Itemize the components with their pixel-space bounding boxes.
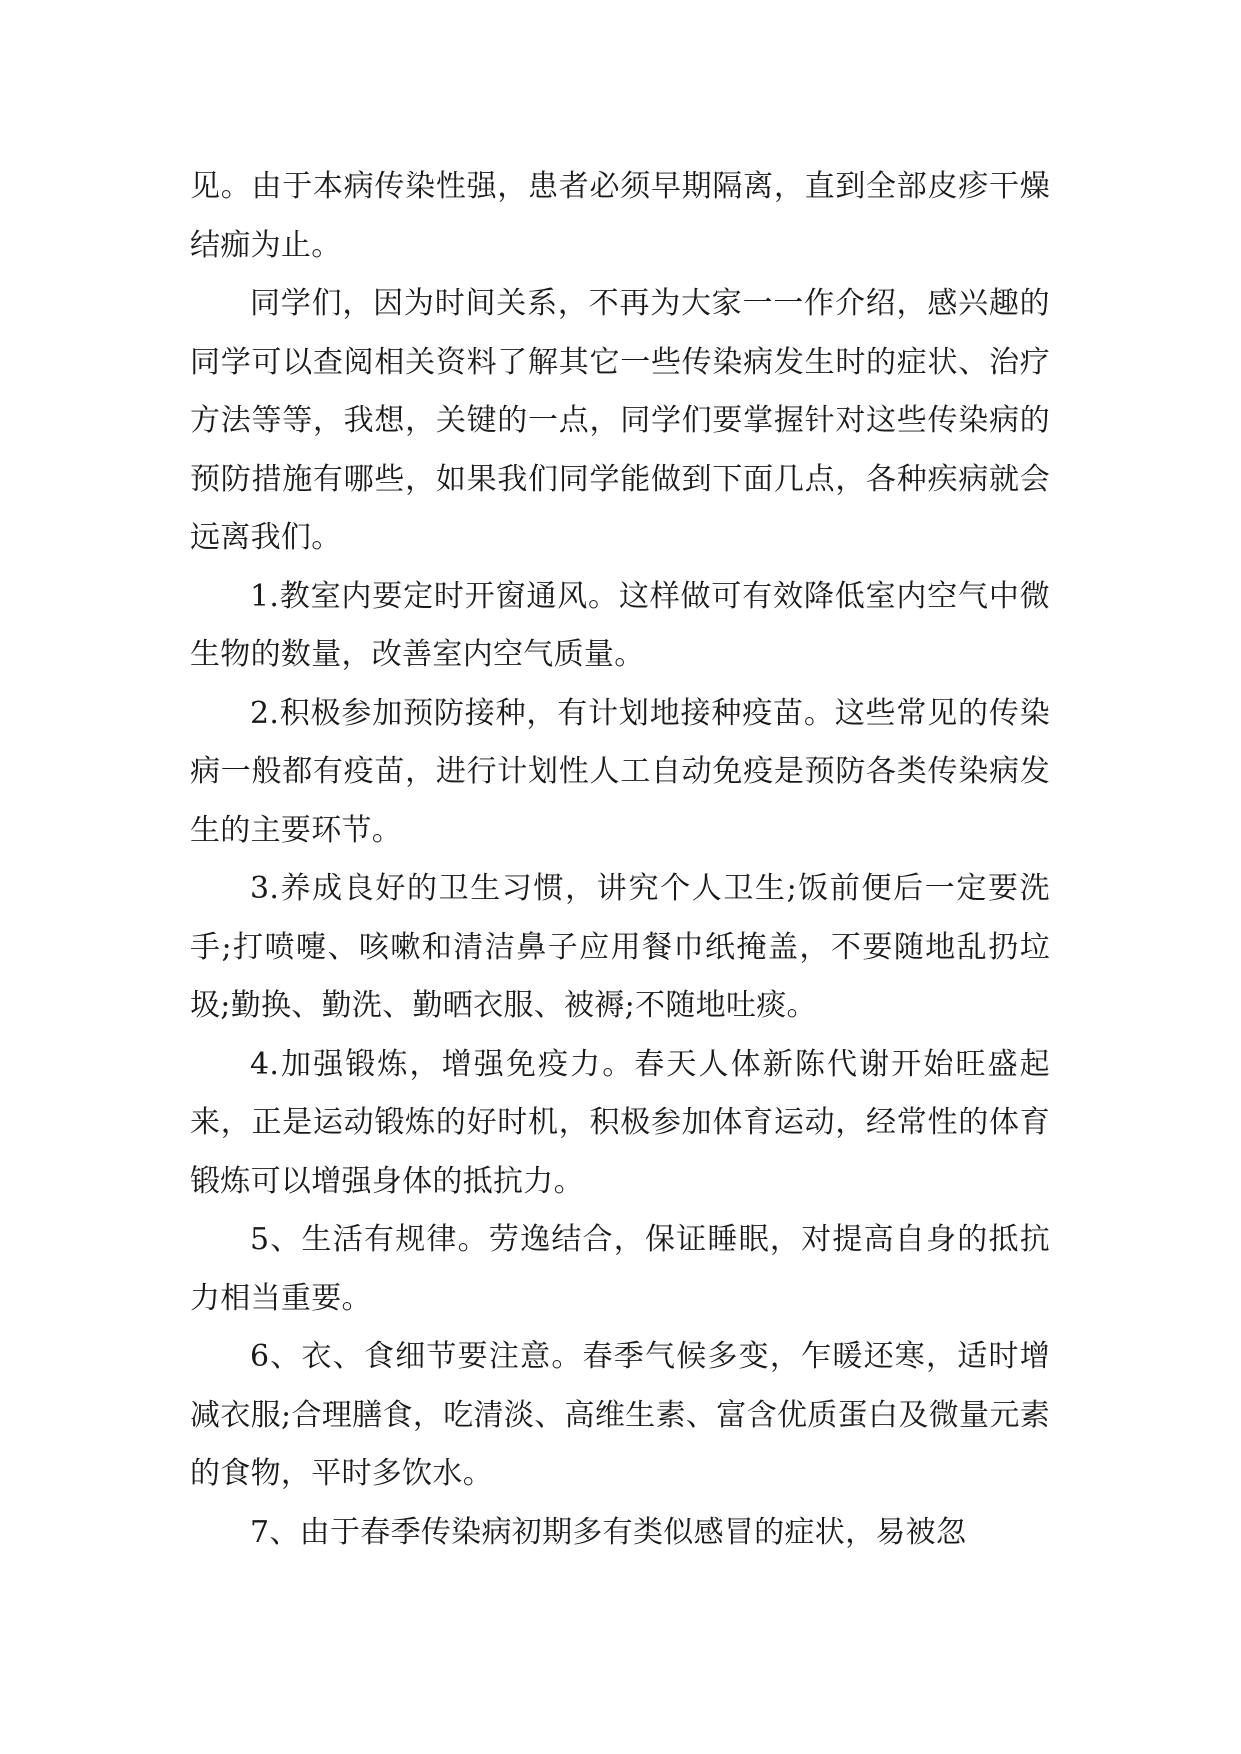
paragraph-item-1-ventilation: 1.教室内要定时开窗通风。这样做可有效降低室内空气中微生物的数量，改善室内空气质量。 <box>190 578 1050 672</box>
paragraph-isolation: 见。由于本病传染性强，患者必须早期隔离，直到全部皮疹干燥结痂为止。 <box>190 169 1050 263</box>
paragraph-item-6-clothing-diet: 6、衣、食细节要注意。春季气候多变，乍暖还寒，适时增减衣服;合理膳食，吃清淡、高维生素、富含优质蛋白及微量元素的食物，平时多饮水。 <box>190 1339 1050 1491</box>
paragraph-intro-prevention: 同学们，因为时间关系，不再为大家一一作介绍，感兴趣的同学可以查阅相关资料了解其它一些传染病发生时的症状、治疗方法等等，我想，关键的一点，同学们要掌握针对这些传染病的预防措施有哪些，如果我们同学能做到下面几点，各种疾病就会远离我们。 <box>190 286 1050 555</box>
paragraph-item-4-exercise: 4.加强锻炼，增强免疫力。春天人体新陈代谢开始旺盛起来，正是运动锻炼的好时机，积极参加体育运动，经常性的体育锻炼可以增强身体的抵抗力。 <box>190 1046 1050 1199</box>
paragraph-item-7-symptoms: 7、由于春季传染病初期多有类似感冒的症状，易被忽 <box>250 1514 967 1550</box>
paragraph-item-3-hygiene: 3.养成良好的卫生习惯，讲究个人卫生;饭前便后一定要洗手;打喷嚏、咳嗽和清洁鼻子应用餐巾纸掩盖，不要随地乱扔垃圾;勤换、勤洗、勤晒衣服、被褥;不随地吐痰。 <box>190 871 1050 1023</box>
paragraph-item-5-routine: 5、生活有规律。劳逸结合，保证睡眠，对提高自身的抵抗力相当重要。 <box>190 1222 1050 1316</box>
document-body <box>190 158 1050 1562</box>
paragraph-item-2-vaccination: 2.积极参加预防接种，有计划地接种疫苗。这些常见的传染病一般都有疫苗，进行计划性人工自动免疫是预防各类传染病发生的主要环节。 <box>190 695 1050 848</box>
